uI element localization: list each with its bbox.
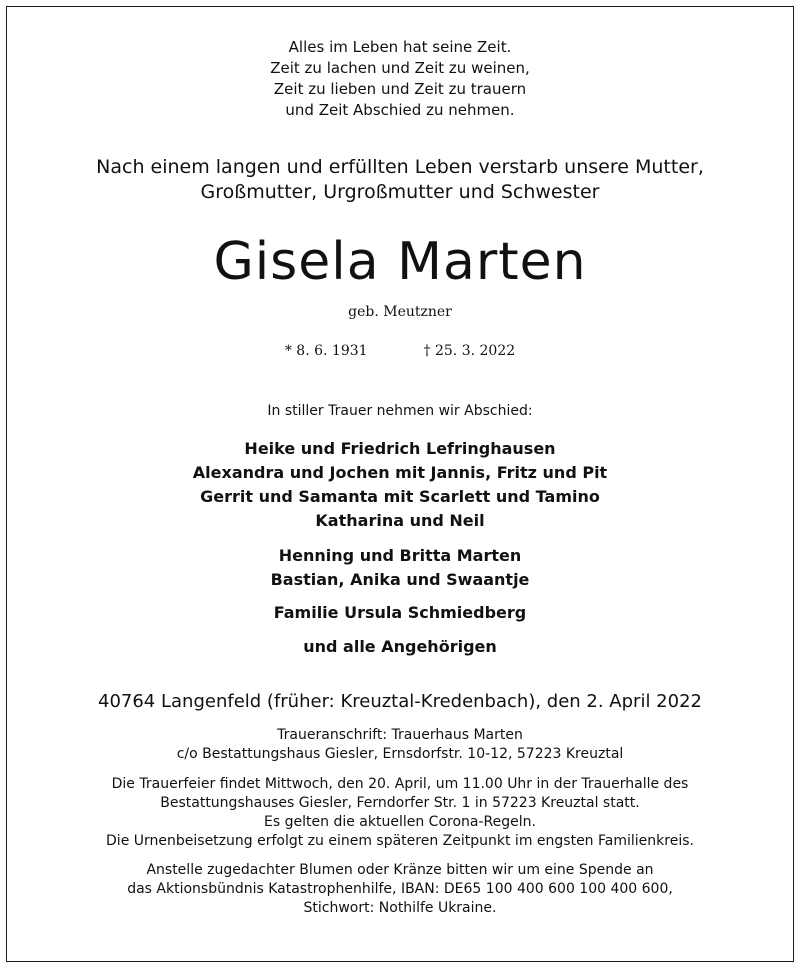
mourner-line: und alle Angehörigen <box>303 637 497 656</box>
mourner-line: Bastian, Anika und Swaantje <box>270 570 530 589</box>
mourners-title: In stiller Trauer nehmen wir Abschied: <box>267 403 533 419</box>
intro-line: Nach einem langen und erfüllten Leben verstarb unsere Mutter, <box>96 156 704 178</box>
mourner-line: Katharina und Neil <box>315 511 485 530</box>
life-dates <box>7 341 793 361</box>
donation-request <box>7 861 793 918</box>
death-date: † 25. 3. 2022 <box>423 343 516 359</box>
ceremony-line: Die Trauerfeier findet Mittwoch, den 20. April, um 11.00 Uhr in der Trauerhalle des <box>111 776 689 792</box>
mourner-line: Henning und Britta Marten <box>278 546 522 565</box>
mourners-group-2 <box>7 544 793 592</box>
donation-line: das Aktionsbündnis Katastrophenhilfe, IBAN: DE65 100 400 600 100 400 600, <box>127 881 673 897</box>
funeral-ceremony-info <box>7 775 793 851</box>
mourner-line: Alexandra und Jochen mit Jannis, Fritz und Pit <box>192 463 608 482</box>
poem-line: Zeit zu lachen und Zeit zu weinen, <box>270 59 530 77</box>
obituary-notice <box>6 6 794 962</box>
mourning-address <box>7 726 793 764</box>
mourner-line: Familie Ursula Schmiedberg <box>273 603 527 622</box>
poem-line: und Zeit Abschied zu nehmen. <box>285 101 515 119</box>
donation-line: Stichwort: Nothilfe Ukraine. <box>303 900 497 916</box>
poem-line: Alles im Leben hat seine Zeit. <box>288 38 512 56</box>
ceremony-line: Bestattungshauses Giesler, Ferndorfer Str. 1 in 57223 Kreuztal statt. <box>160 795 640 811</box>
ceremony-line: Die Urnenbeisetzung erfolgt zu einem späteren Zeitpunkt im engsten Familienkreis. <box>106 833 694 849</box>
birth-date: * 8. 6. 1931 <box>284 343 368 359</box>
address-line: c/o Bestattungshaus Giesler, Ernsdorfstr. 10-12, 57223 Kreuztal <box>176 746 624 762</box>
ceremony-line: Es gelten die aktuellen Corona-Regeln. <box>264 814 536 830</box>
intro-line: Großmutter, Urgroßmutter und Schwester <box>200 181 600 203</box>
intro-text <box>7 155 793 205</box>
mourner-line: Gerrit und Samanta mit Scarlett und Tamino <box>200 487 600 506</box>
deceased-name: Gisela Marten <box>213 232 587 292</box>
poem-line: Zeit zu lieben und Zeit zu trauern <box>273 80 527 98</box>
maiden-name: geb. Meutzner <box>348 304 452 320</box>
mourners-group-4 <box>7 635 793 659</box>
donation-line: Anstelle zugedachter Blumen oder Kränze bitten wir um eine Spende an <box>146 862 654 878</box>
place-and-date: 40764 Langenfeld (früher: Kreuztal-Kredenbach), den 2. April 2022 <box>98 691 702 712</box>
address-line: Traueranschrift: Trauerhaus Marten <box>277 727 523 743</box>
poem <box>7 37 793 121</box>
mourner-line: Heike und Friedrich Lefringhausen <box>244 439 556 458</box>
mourners-group-3 <box>7 601 793 625</box>
mourners-group-1 <box>7 437 793 533</box>
